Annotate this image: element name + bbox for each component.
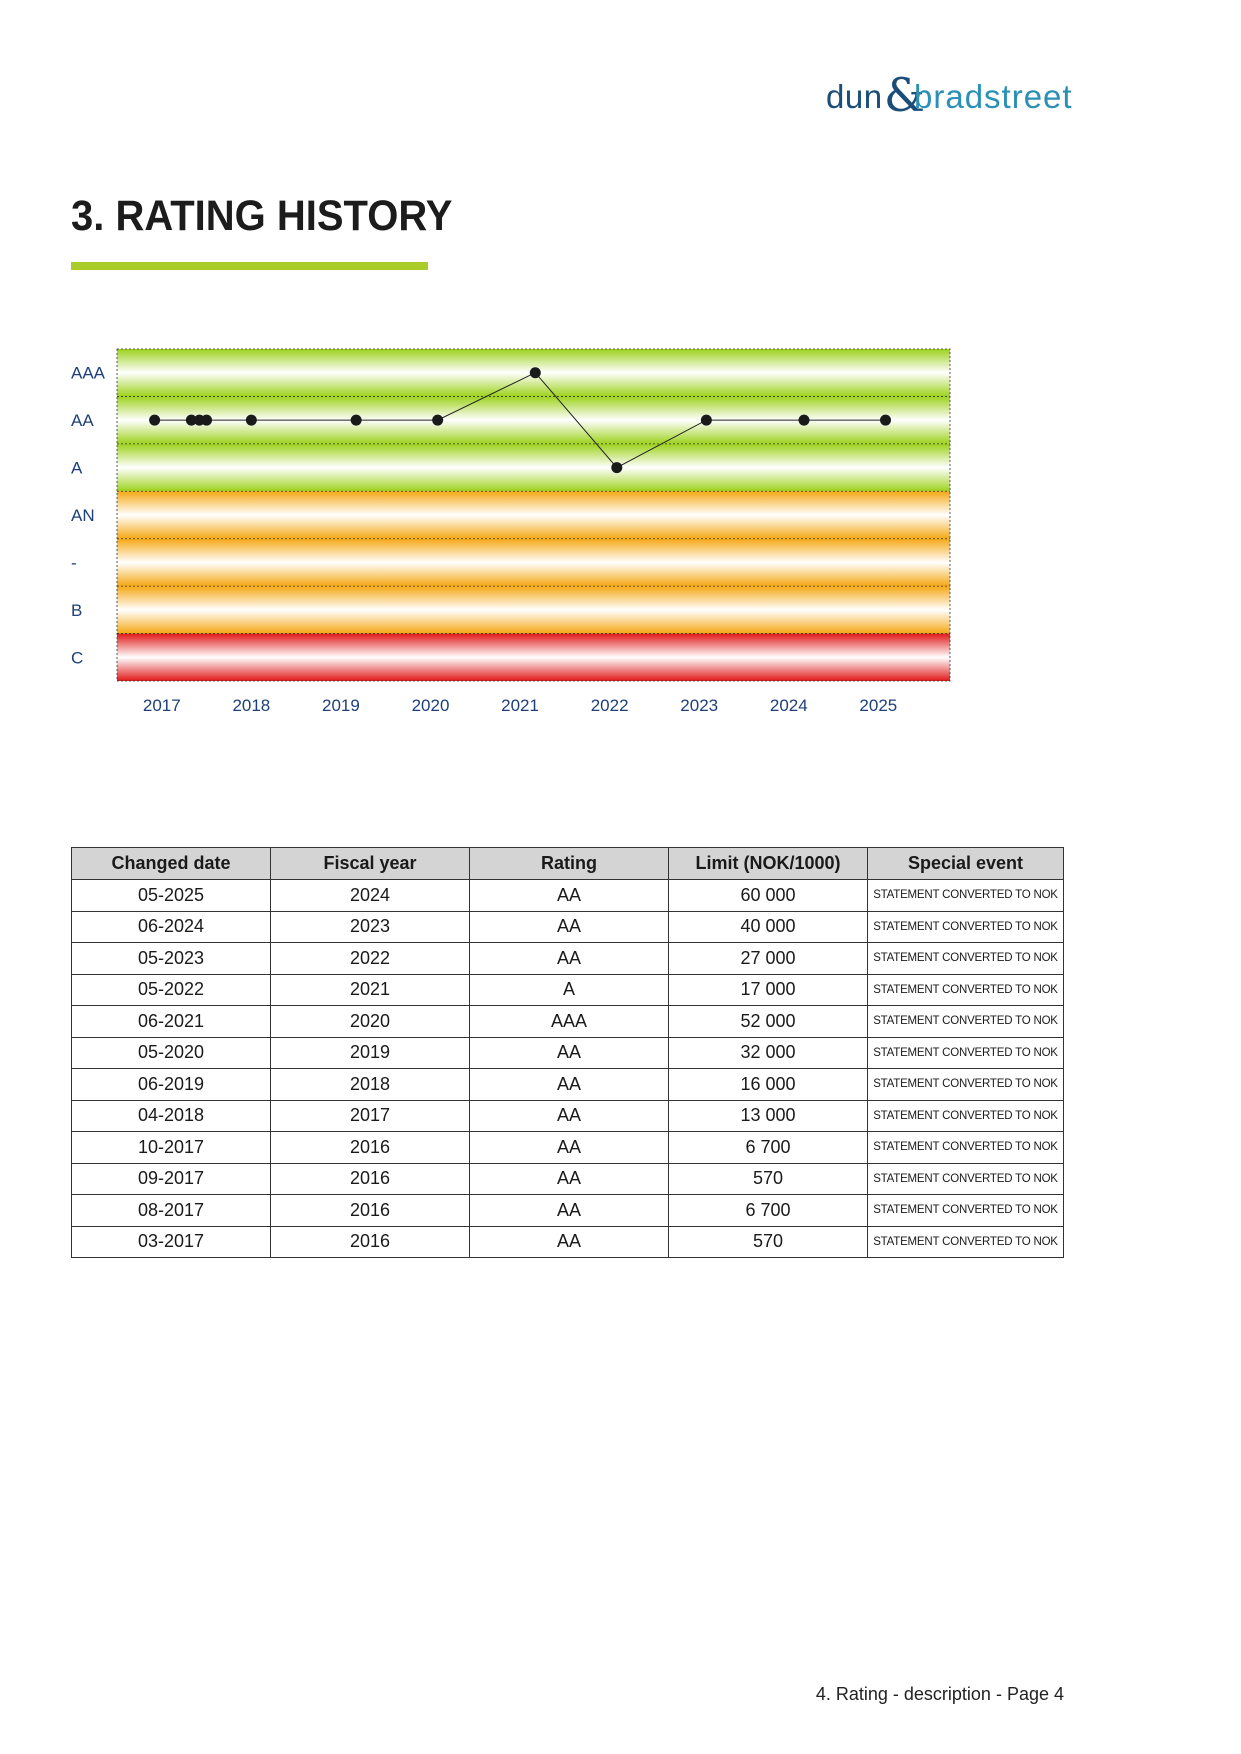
band-a xyxy=(117,444,950,491)
data-point xyxy=(799,415,810,426)
y-tick-label: B xyxy=(71,600,83,620)
brand-logo-ampersand: & xyxy=(884,68,925,122)
cell-special-event: STATEMENT CONVERTED TO NOK xyxy=(868,1132,1064,1164)
y-tick-label: C xyxy=(71,648,84,668)
cell-limit: 6 700 xyxy=(669,1132,868,1164)
cell-special-event: STATEMENT CONVERTED TO NOK xyxy=(868,1226,1064,1258)
cell-changed-date: 06-2019 xyxy=(72,1069,271,1101)
table-row xyxy=(72,1226,1064,1258)
cell-special-event: STATEMENT CONVERTED TO NOK xyxy=(868,1195,1064,1227)
x-tick-label: 2020 xyxy=(411,696,450,715)
cell-limit: 27 000 xyxy=(669,943,868,975)
cell-limit: 40 000 xyxy=(669,911,868,943)
table-row xyxy=(72,1163,1064,1195)
data-point xyxy=(530,367,541,378)
cell-special-event: STATEMENT CONVERTED TO NOK xyxy=(868,1100,1064,1132)
x-tick-label: 2025 xyxy=(859,696,898,715)
cell-special-event: STATEMENT CONVERTED TO NOK xyxy=(868,880,1064,912)
col-changed-date: Changed date xyxy=(72,848,271,880)
col-fiscal-year: Fiscal year xyxy=(271,848,470,880)
cell-changed-date: 05-2020 xyxy=(72,1037,271,1069)
cell-changed-date: 05-2025 xyxy=(72,880,271,912)
cell-changed-date: 06-2024 xyxy=(72,911,271,943)
x-tick-label: 2021 xyxy=(501,696,539,715)
cell-rating: AA xyxy=(470,1163,669,1195)
x-tick-label: 2018 xyxy=(232,696,271,715)
cell-special-event: STATEMENT CONVERTED TO NOK xyxy=(868,1069,1064,1101)
cell-special-event: STATEMENT CONVERTED TO NOK xyxy=(868,911,1064,943)
page-footer: 4. Rating - description - Page 4 xyxy=(815,1684,1064,1704)
x-tick-label: 2024 xyxy=(769,696,808,715)
table-row xyxy=(72,1006,1064,1038)
cell-fiscal-year: 2016 xyxy=(271,1163,470,1195)
cell-limit: 32 000 xyxy=(669,1037,868,1069)
cell-rating: AA xyxy=(470,1100,669,1132)
data-point xyxy=(246,415,257,426)
y-tick-label: A xyxy=(71,458,83,478)
col-special-event: Special event xyxy=(868,848,1064,880)
table-row xyxy=(72,1100,1064,1132)
data-point xyxy=(611,462,622,473)
cell-limit: 16 000 xyxy=(669,1069,868,1101)
cell-special-event: STATEMENT CONVERTED TO NOK xyxy=(868,1037,1064,1069)
cell-changed-date: 10-2017 xyxy=(72,1132,271,1164)
table-row xyxy=(72,911,1064,943)
x-tick-label: 2019 xyxy=(322,696,360,715)
band-c xyxy=(117,634,950,681)
col-limit: Limit (NOK/1000) xyxy=(669,848,868,880)
x-tick-label: 2022 xyxy=(590,696,629,715)
cell-changed-date: 09-2017 xyxy=(72,1163,271,1195)
data-point xyxy=(149,415,160,426)
table-row xyxy=(72,1069,1064,1101)
data-point xyxy=(701,415,712,426)
y-tick-label: AN xyxy=(71,506,95,525)
cell-rating: AA xyxy=(470,1226,669,1258)
cell-rating: AA xyxy=(470,880,669,912)
cell-fiscal-year: 2016 xyxy=(271,1226,470,1258)
cell-changed-date: 04-2018 xyxy=(72,1100,271,1132)
y-tick-label: - xyxy=(71,553,77,573)
cell-fiscal-year: 2016 xyxy=(271,1132,470,1164)
cell-fiscal-year: 2020 xyxy=(271,1006,470,1038)
cell-limit: 13 000 xyxy=(669,1100,868,1132)
cell-limit: 52 000 xyxy=(669,1006,868,1038)
col-rating: Rating xyxy=(470,848,669,880)
cell-rating: AA xyxy=(470,1195,669,1227)
table-row xyxy=(72,1037,1064,1069)
x-tick-label: 2023 xyxy=(680,696,719,715)
band-dash xyxy=(117,539,950,586)
table-row xyxy=(72,943,1064,975)
band-b xyxy=(117,586,950,633)
table-row xyxy=(72,1132,1064,1164)
rating-history-table xyxy=(71,847,1064,1258)
cell-special-event: STATEMENT CONVERTED TO NOK xyxy=(868,1163,1064,1195)
cell-changed-date: 03-2017 xyxy=(72,1226,271,1258)
cell-fiscal-year: 2022 xyxy=(271,943,470,975)
cell-limit: 60 000 xyxy=(669,880,868,912)
cell-fiscal-year: 2019 xyxy=(271,1037,470,1069)
cell-changed-date: 05-2022 xyxy=(72,974,271,1006)
cell-rating: AA xyxy=(470,1069,669,1101)
cell-fiscal-year: 2018 xyxy=(271,1069,470,1101)
cell-changed-date: 08-2017 xyxy=(72,1195,271,1227)
data-point xyxy=(432,415,443,426)
cell-fiscal-year: 2024 xyxy=(271,880,470,912)
cell-fiscal-year: 2017 xyxy=(271,1100,470,1132)
data-point xyxy=(201,415,212,426)
table-row xyxy=(72,1195,1064,1227)
cell-special-event: STATEMENT CONVERTED TO NOK xyxy=(868,1006,1064,1038)
x-tick-label: 2017 xyxy=(142,696,181,715)
cell-changed-date: 06-2021 xyxy=(72,1006,271,1038)
page-title: 3. RATING HISTORY xyxy=(71,192,453,240)
cell-rating: AA xyxy=(470,1037,669,1069)
cell-limit: 570 xyxy=(669,1226,868,1258)
cell-fiscal-year: 2023 xyxy=(271,911,470,943)
cell-rating: AA xyxy=(470,911,669,943)
cell-changed-date: 05-2023 xyxy=(72,943,271,975)
brand-logo-dun: dun xyxy=(826,78,883,115)
data-point xyxy=(351,415,362,426)
table-row xyxy=(72,974,1064,1006)
cell-rating: AA xyxy=(470,1132,669,1164)
band-an xyxy=(117,491,950,538)
y-tick-label: AA xyxy=(71,411,94,431)
cell-fiscal-year: 2016 xyxy=(271,1195,470,1227)
cell-special-event: STATEMENT CONVERTED TO NOK xyxy=(868,974,1064,1006)
cell-special-event: STATEMENT CONVERTED TO NOK xyxy=(868,943,1064,975)
cell-limit: 570 xyxy=(669,1163,868,1195)
y-tick-label: AAA xyxy=(71,363,106,383)
cell-rating: AA xyxy=(470,943,669,975)
cell-fiscal-year: 2021 xyxy=(271,974,470,1006)
table-row xyxy=(72,880,1064,912)
cell-limit: 17 000 xyxy=(669,974,868,1006)
cell-rating: AAA xyxy=(470,1006,669,1038)
cell-limit: 6 700 xyxy=(669,1195,868,1227)
table-header-row xyxy=(72,848,1064,880)
brand-logo-bradstreet: bradstreet xyxy=(914,78,1073,115)
rating-history-chart xyxy=(0,0,1241,820)
cell-rating: A xyxy=(470,974,669,1006)
data-point xyxy=(880,415,891,426)
